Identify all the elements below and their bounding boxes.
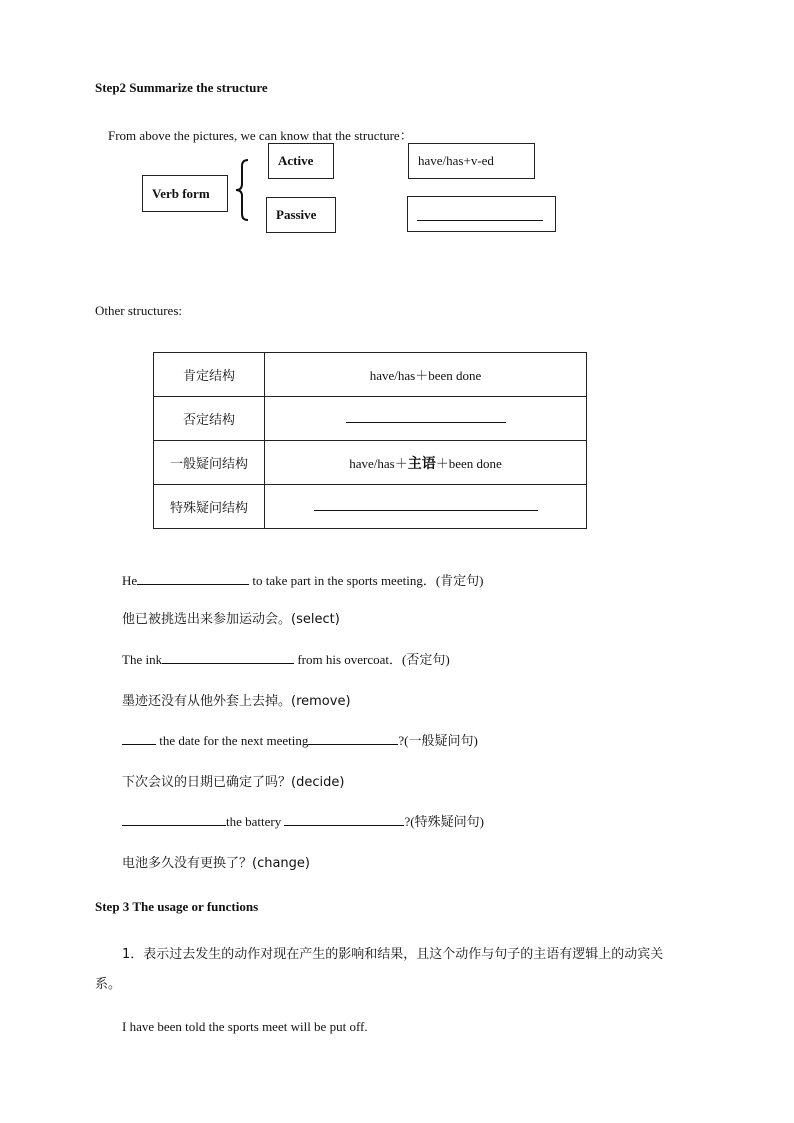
exercise-text: ?(一般疑问句): [398, 733, 478, 748]
table-row: [154, 485, 587, 529]
exercise-text: ?(特殊疑问句): [404, 814, 484, 829]
table-row: [154, 441, 587, 485]
special-question-formula-blank[interactable]: [314, 498, 538, 511]
row-formula: [265, 441, 587, 485]
other-structures-heading: Other structures:: [95, 303, 183, 318]
exercise-4: [122, 811, 484, 830]
exercise-text: to take part in the sports meeting．(肯定句): [249, 573, 484, 588]
row-label: 否定结构: [154, 397, 265, 441]
subject-text: 主语: [407, 455, 436, 472]
row-label: 一般疑问结构: [154, 441, 265, 485]
answer-blank[interactable]: [284, 813, 404, 826]
negative-formula-blank[interactable]: [346, 410, 506, 423]
exercise-4-translation: 电池多久没有更换了？(change): [122, 856, 310, 871]
answer-blank[interactable]: [162, 651, 294, 664]
curly-brace-icon: [234, 158, 252, 222]
row-formula-blank-cell[interactable]: [265, 485, 587, 529]
structures-table: [153, 352, 587, 529]
structure-intro: From above the pictures, we can know that the structure：: [108, 128, 413, 143]
active-box: [268, 143, 334, 179]
usage-paragraph-line-1: 1．表示过去发生的动作对现在产生的影响和结果，且这个动作与句子的主语有逻辑上的动宾关: [122, 947, 664, 962]
row-formula-blank-cell[interactable]: [265, 397, 587, 441]
usage-example: I have been told the sports meet will be put off.: [122, 1019, 368, 1034]
answer-blank[interactable]: [122, 813, 226, 826]
verb-form-label: Verb form: [152, 185, 210, 201]
answer-blank[interactable]: [308, 732, 398, 745]
step2-heading: Step2 Summarize the structure: [95, 80, 268, 95]
active-formula-box: [408, 143, 535, 179]
exercise-3: [122, 730, 478, 749]
passive-formula-blank[interactable]: [417, 208, 543, 221]
row-formula: [265, 353, 587, 397]
passive-label: Passive: [276, 207, 317, 222]
verb-form-box: [142, 175, 228, 212]
table-row: [154, 397, 587, 441]
answer-blank[interactable]: [137, 572, 249, 585]
exercise-text: the date for the next meeting: [156, 733, 309, 748]
row-label: 肯定结构: [154, 353, 265, 397]
formula-text: ＋been done: [435, 455, 502, 471]
formula-text: have/has＋been done: [369, 368, 482, 383]
passive-box: [266, 197, 336, 233]
active-formula: have/has+v-ed: [418, 153, 494, 168]
exercise-text: The ink: [122, 652, 163, 667]
exercise-text: He: [122, 573, 138, 588]
usage-paragraph-line-2: 系。: [95, 977, 122, 992]
answer-blank[interactable]: [122, 732, 156, 745]
exercise-2-translation: 墨迹还没有从他外套上去掉。(remove): [122, 694, 351, 709]
passive-formula-box[interactable]: [407, 196, 556, 232]
row-label: 特殊疑问结构: [154, 485, 265, 529]
step3-heading: Step 3 The usage or functions: [95, 899, 259, 914]
exercise-3-translation: 下次会议的日期已确定了吗？(decide): [122, 775, 345, 790]
table-row: [154, 353, 587, 397]
exercise-1-translation: 他已被挑选出来参加运动会。(select): [122, 612, 340, 627]
formula-text: have/has＋: [349, 455, 408, 471]
exercise-text: the battery: [226, 814, 285, 829]
active-label: Active: [278, 153, 314, 168]
exercise-2: [122, 649, 450, 668]
exercise-1: [122, 570, 483, 589]
exercise-text: from his overcoat．(否定句): [294, 652, 450, 667]
